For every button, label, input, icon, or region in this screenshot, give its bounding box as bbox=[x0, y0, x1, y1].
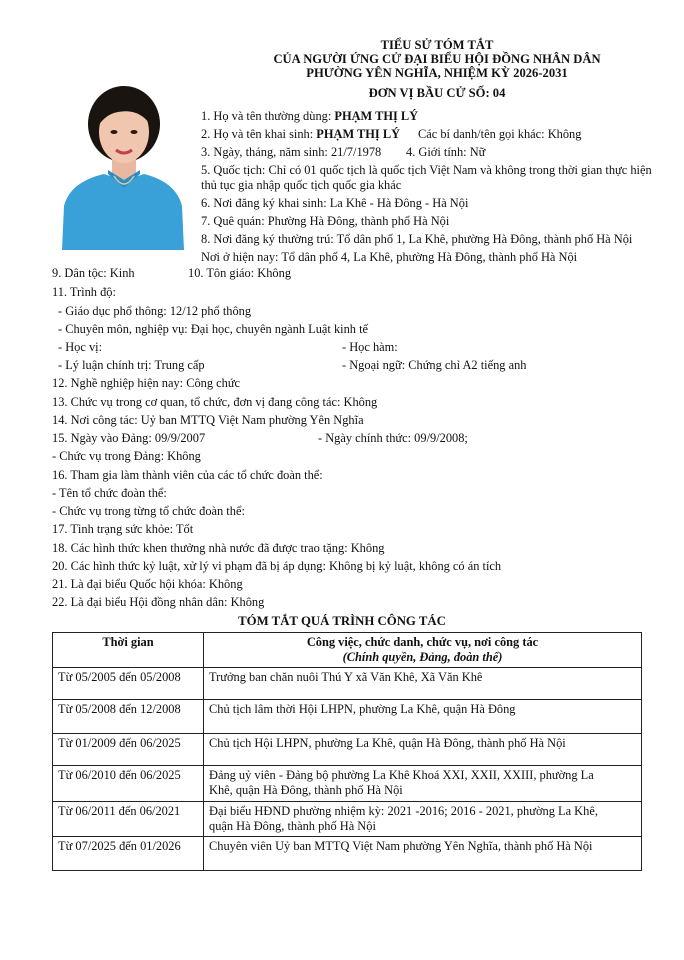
table-header-row bbox=[53, 633, 642, 668]
row-description: Trưởng ban chăn nuôi Thú Y xã Văn Khê, Xã Văn Khê bbox=[204, 668, 642, 700]
row-time: Từ 07/2025 đến 01/2026 bbox=[53, 837, 204, 871]
table-row bbox=[53, 734, 642, 766]
field-discipline: 20. Các hình thức kỷ luật, xử lý vi phạm đã bị áp dụng: Không bị kỷ luật, không có án tích bbox=[52, 559, 502, 573]
field-organization-name: - Tên tổ chức đoàn thể: bbox=[52, 486, 167, 500]
field-specialization: - Chuyên môn, nghiệp vụ: Đại học, chuyên ngành Luật kinh tế bbox=[58, 322, 369, 336]
row-description: Đảng uỷ viên - Đảng bộ phường La Khê Khoá XXI, XXII, XXIII, phường La Khê, quận Hà Đông, thành phố Hà Nội bbox=[204, 766, 642, 802]
table-row bbox=[53, 837, 642, 871]
field-religion: 10. Tôn giáo: Không bbox=[188, 266, 292, 280]
field-education: 11. Trình độ: bbox=[52, 285, 116, 299]
field-academic-title: - Học hàm: bbox=[342, 340, 398, 354]
field-degree: - Học vị: bbox=[58, 340, 103, 354]
work-history-title: TÓM TẮT QUÁ TRÌNH CÔNG TÁC bbox=[238, 614, 446, 628]
field-nationality-cont: thủ tục gia nhập quốc tịch quốc gia khác bbox=[201, 178, 402, 192]
row-description: Chủ tịch Hội LHPN, phường La Khê, quận Hà Đông, thành phố Hà Nội bbox=[204, 734, 642, 766]
field-peoples-council: 22. Là đại biểu Hội đồng nhân dân: Không bbox=[52, 595, 265, 609]
field-dob: 3. Ngày, tháng, năm sinh: 21/7/1978 bbox=[201, 145, 382, 159]
row-time: Từ 01/2009 đến 06/2025 bbox=[53, 734, 204, 766]
field-general-education: - Giáo dục phổ thông: 12/12 phổ thông bbox=[58, 304, 252, 318]
field-gender: 4. Giới tính: Nữ bbox=[406, 145, 486, 159]
field-position: 13. Chức vụ trong cơ quan, tổ chức, đơn vị đang công tác: Không bbox=[52, 395, 378, 409]
row-time: Từ 06/2011 đến 06/2021 bbox=[53, 802, 204, 837]
field-ethnicity: 9. Dân tộc: Kinh bbox=[52, 266, 135, 280]
field-hometown: 7. Quê quán: Phường Hà Đông, thành phố Hà Nội bbox=[201, 214, 450, 228]
field-foreign-language: - Ngoại ngữ: Chứng chỉ A2 tiếng anh bbox=[342, 358, 527, 372]
field-organizations: 16. Tham gia làm thành viên của các tổ chức đoàn thể: bbox=[52, 468, 323, 482]
field-birth-name: 2. Họ và tên khai sinh: PHẠM THỊ LÝ bbox=[201, 127, 401, 141]
field-party-official-date: - Ngày chính thức: 09/9/2008; bbox=[318, 431, 468, 445]
field-occupation: 12. Nghề nghiệp hiện nay: Công chức bbox=[52, 376, 241, 390]
doc-title-line2: CỦA NGƯỜI ỨNG CỬ ĐẠI BIỂU HỘI ĐỒNG NHÂN DÂN bbox=[273, 52, 601, 66]
doc-title-line3: PHƯỜNG YÊN NGHĨA, NHIỆM KỲ 2026-2031 bbox=[306, 66, 568, 80]
field-permanent-residence: 8. Nơi đăng ký thường trú: Tổ dân phố 1, La Khê, phường Hà Đông, thành phố Hà Nội bbox=[201, 232, 633, 246]
table-row bbox=[53, 802, 642, 837]
field-current-residence: Nơi ở hiện nay: Tổ dân phố 4, La Khê, phường Hà Đông, thành phố Hà Nội bbox=[201, 250, 578, 264]
field-party-position: - Chức vụ trong Đảng: Không bbox=[52, 449, 201, 463]
row-description: Đại biểu HĐND phường nhiệm kỳ: 2021 -2016; 2016 - 2021, phường La Khê, quận Hà Đông, thành phố Hà Nội bbox=[204, 802, 642, 837]
row-description: Chuyên viên Uỷ ban MTTQ Việt Nam phường Yên Nghĩa, thành phố Hà Nội bbox=[204, 837, 642, 871]
field-political-theory: - Lý luận chính trị: Trung cấp bbox=[58, 358, 205, 372]
column-header-description bbox=[204, 633, 642, 668]
work-history-table bbox=[52, 632, 642, 871]
field-aliases: Các bí danh/tên gọi khác: Không bbox=[418, 127, 582, 141]
row-time: Từ 06/2010 đến 06/2025 bbox=[53, 766, 204, 802]
column-header-description-sub: (Chính quyền, Đảng, đoàn thể) bbox=[342, 650, 503, 664]
field-nationality: 5. Quốc tịch: Chỉ có 01 quốc tịch là quốc tịch Việt Nam và không trong thời gian thực hiện bbox=[201, 163, 652, 177]
portrait-photo bbox=[58, 74, 188, 250]
field-health: 17. Tình trạng sức khỏe: Tốt bbox=[52, 522, 194, 536]
row-time: Từ 05/2005 đến 05/2008 bbox=[53, 668, 204, 700]
field-awards: 18. Các hình thức khen thưởng nhà nước đã được trao tặng: Không bbox=[52, 541, 385, 555]
doc-title: TIỂU SỬ TÓM TẮT bbox=[380, 38, 494, 52]
field-workplace: 14. Nơi công tác: Uỷ ban MTTQ Việt Nam phường Yên Nghĩa bbox=[52, 413, 364, 427]
table-row bbox=[53, 668, 642, 700]
field-common-name: 1. Họ và tên thường dùng: PHẠM THỊ LÝ bbox=[201, 109, 419, 123]
column-header-description-main: Công việc, chức danh, chức vụ, nơi công tác bbox=[306, 635, 539, 649]
electoral-unit: ĐƠN VỊ BẦU CỬ SỐ: 04 bbox=[368, 86, 506, 100]
field-organization-position: - Chức vụ trong từng tổ chức đoàn thể: bbox=[52, 504, 245, 518]
column-header-time: Thời gian bbox=[53, 633, 204, 668]
row-time: Từ 05/2008 đến 12/2008 bbox=[53, 700, 204, 734]
row-description: Chủ tịch lâm thời Hội LHPN, phường La Khê, quận Hà Đông bbox=[204, 700, 642, 734]
field-birth-registration: 6. Nơi đăng ký khai sinh: La Khê - Hà Đông - Hà Nội bbox=[201, 196, 469, 210]
field-national-assembly: 21. Là đại biểu Quốc hội khóa: Không bbox=[52, 577, 243, 591]
field-party-join-date: 15. Ngày vào Đảng: 09/9/2007 bbox=[52, 431, 206, 445]
table-row bbox=[53, 766, 642, 802]
table-row bbox=[53, 700, 642, 734]
